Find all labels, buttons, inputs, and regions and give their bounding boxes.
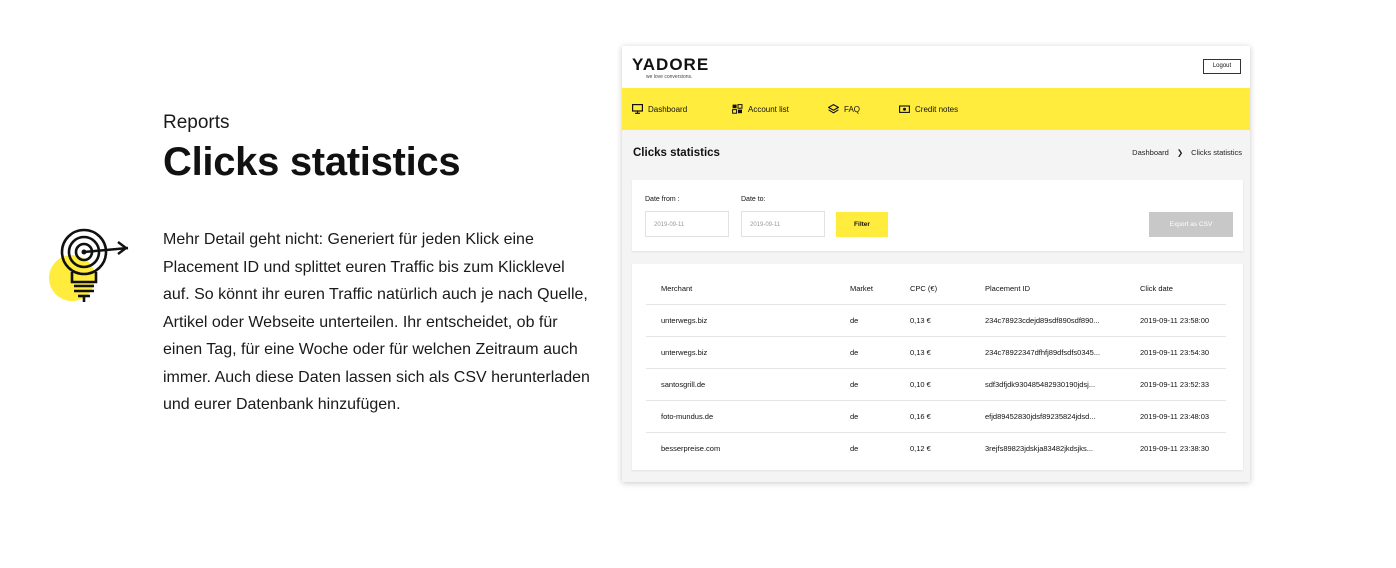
cell-click-date: 2019-09-11 23:38:30 <box>1140 444 1210 453</box>
breadcrumb-dashboard[interactable]: Dashboard <box>1132 148 1169 157</box>
table-row <box>646 432 1226 465</box>
cell-merchant: unterwegs.biz <box>661 348 708 357</box>
date-to-label: Date to: <box>741 196 766 203</box>
table-row <box>646 304 1226 337</box>
column-header-merchant[interactable]: Merchant <box>661 284 693 293</box>
cell-cpc: 0,13 € <box>910 348 931 357</box>
section-description: Mehr Detail geht nicht: Generiert für jeden Klick eine Placement ID und splittet euren Traffic bis zum Klicklevel auf. So könnt ihr euren Traffic natürlich auch je nach Quelle, Artikel oder Webseite unterteilen. Ihr entscheidet, ob für einen Tag, für eine Woche oder für welchen Zeitraum auch immer. Auch diese Daten lassen sich als CSV herunterladen und eurer Datenbank hinzufügen. <box>163 231 590 413</box>
date-to-input[interactable]: 2019-09-11 <box>741 211 825 237</box>
logout-button[interactable]: Logout <box>1203 59 1241 74</box>
column-header-click-date[interactable]: Click date <box>1140 284 1173 293</box>
money-icon <box>899 104 910 114</box>
cell-click-date: 2019-09-11 23:54:30 <box>1140 348 1210 357</box>
cell-market: de <box>850 380 859 389</box>
table-row <box>646 336 1226 369</box>
nav-item-label: Account list <box>748 104 789 114</box>
date-from-input[interactable]: 2019-09-11 <box>645 211 729 237</box>
cell-cpc: 0,13 € <box>910 316 931 325</box>
nav-item-label: Credit notes <box>915 104 959 114</box>
filter-button[interactable]: Filter <box>836 212 888 237</box>
grid-icon <box>732 104 743 114</box>
cell-merchant: unterwegs.biz <box>661 316 708 325</box>
cell-cpc: 0,16 € <box>910 412 931 421</box>
clicks-table <box>632 264 1243 470</box>
cell-placement-id: sdf3dfjdk930485482930190jdsj... <box>985 380 1096 389</box>
cell-merchant: besserpreise.com <box>661 444 721 453</box>
monitor-icon <box>632 104 643 114</box>
layers-icon <box>828 104 839 114</box>
filter-panel <box>632 180 1243 251</box>
logo-tagline: we love conversions. <box>646 74 693 80</box>
cell-click-date: 2019-09-11 23:52:33 <box>1140 380 1210 389</box>
cell-placement-id: efjd89452830jdsf89235824jdsd... <box>985 412 1096 421</box>
cell-cpc: 0,12 € <box>910 444 931 453</box>
cell-merchant: foto-mundus.de <box>661 412 714 421</box>
table-row <box>646 368 1226 401</box>
cell-click-date: 2019-09-11 23:48:03 <box>1140 412 1210 421</box>
cell-placement-id: 234c78923cdejd89sdf890sdf890... <box>985 316 1100 325</box>
nav-item-account-list[interactable] <box>732 104 789 114</box>
cell-merchant: santosgrill.de <box>661 380 706 389</box>
cell-cpc: 0,10 € <box>910 380 931 389</box>
export-csv-button[interactable]: Export as CSV <box>1149 212 1233 237</box>
main-nav <box>622 88 1250 130</box>
column-header-placement-id[interactable]: Placement ID <box>985 284 1031 293</box>
cell-placement-id: 3rejfs89823jdskja83482jkdsjks... <box>985 444 1093 453</box>
breadcrumb <box>1132 148 1242 157</box>
cell-market: de <box>850 316 859 325</box>
nav-item-credit-notes[interactable] <box>899 104 958 114</box>
table-row <box>646 400 1226 433</box>
cell-market: de <box>850 348 859 357</box>
nav-item-label: FAQ <box>844 104 861 114</box>
yadore-logo[interactable]: YADORE <box>632 55 710 74</box>
date-from-label: Date from : <box>645 196 680 203</box>
section-subtitle: Reports <box>163 112 230 133</box>
cell-placement-id: 234c78922347dfhfj89dfsdfs0345... <box>985 348 1101 357</box>
cell-market: de <box>850 412 859 421</box>
app-header <box>622 46 1250 88</box>
nav-item-dashboard[interactable] <box>632 104 687 114</box>
chevron-right-icon: ❯ <box>1176 148 1184 157</box>
column-header-cpc[interactable]: CPC (€) <box>910 284 938 293</box>
section-headline: Clicks statistics <box>163 140 461 184</box>
cell-market: de <box>850 444 859 453</box>
nav-item-label: Dashboard <box>648 104 688 114</box>
app-window <box>622 46 1250 482</box>
cell-click-date: 2019-09-11 23:58:00 <box>1140 316 1210 325</box>
lightbulb-target-icon <box>48 222 132 306</box>
nav-item-faq[interactable] <box>828 104 860 114</box>
page-title: Clicks statistics <box>633 147 720 159</box>
column-header-market[interactable]: Market <box>850 284 873 293</box>
breadcrumb-current: Clicks statistics <box>1191 148 1242 157</box>
